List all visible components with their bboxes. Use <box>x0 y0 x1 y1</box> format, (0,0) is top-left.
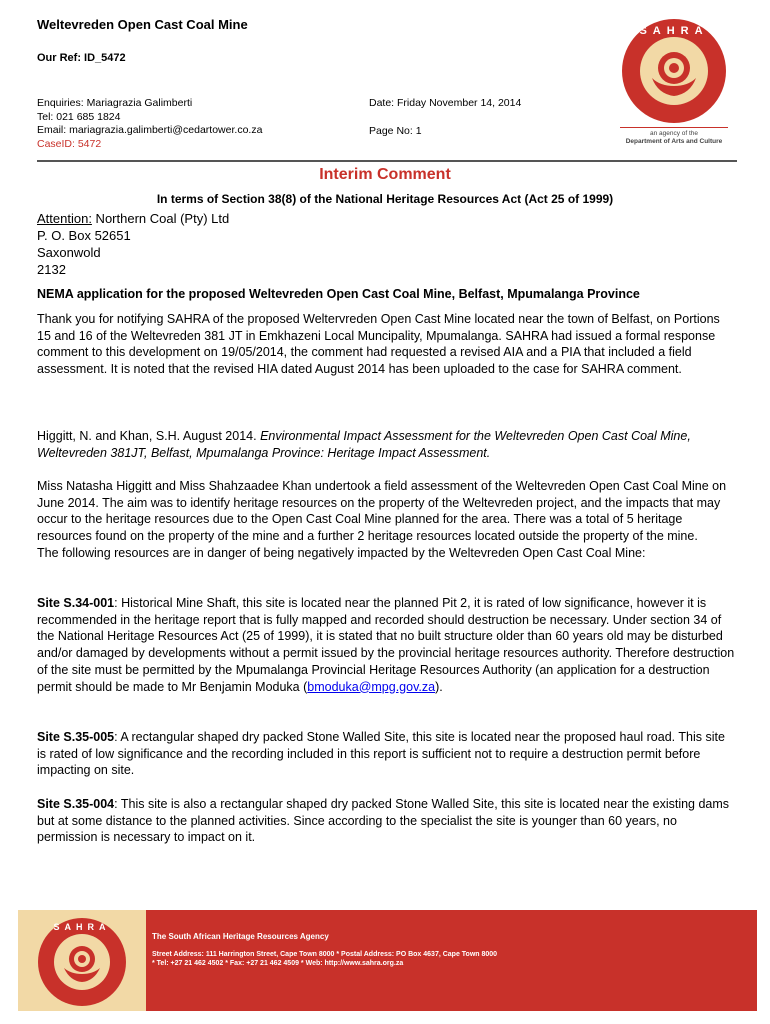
assessment-text: Miss Natasha Higgitt and Miss Shahzaadee Khan undertook a field assessment of the Weltevreden Open Cast Coal Mine on June 2014. The aim was to identify heritage resources on the property of the Weltevreden project, and the impacts that may occur to the heritage resources due to the Open Cast Coal Mine planned for the area. There was a total of 5 heritage resources found on the property of the mine and a further 2 heritage resources located outside the property of the mine. <box>37 479 727 544</box>
logo-ring-text: SAHRA <box>639 25 709 37</box>
sahra-logo <box>614 16 734 136</box>
footer-address <box>152 950 497 968</box>
case-id: CaseID: 5472 <box>37 137 102 150</box>
site-s35-004-label: Site S.35-004 <box>37 797 115 811</box>
reference-title: Environmental Impact Assessment for the Weltevreden Open Cast Coal Mine, Weltevreden 381JT, Belfast, Mpumalanga Province: Heritage Impact Assessment. <box>37 429 691 460</box>
footer-banner <box>18 910 757 1011</box>
footer-address-line-1: Street Address: 111 Harrington Street, Cape Town 8000 * Postal Address: PO Box 4637, Cape Town 8000 <box>152 951 498 958</box>
document-date: Date: Friday November 14, 2014 <box>369 97 522 109</box>
agency-caption <box>620 127 728 146</box>
page-number: Page No: 1 <box>369 125 422 137</box>
attention-value: Northern Coal (Pty) Ltd <box>91 211 230 226</box>
attention-label: Attention: <box>37 211 92 226</box>
site-s35-005-paragraph <box>37 729 737 779</box>
address-line-3: Saxonwold <box>37 245 101 260</box>
attention-line <box>37 210 229 227</box>
site-s34-001-label: Site S.34-001 <box>37 596 115 610</box>
intro-paragraph: Thank you for notifying SAHRA of the proposed Weltervreden Open Cast Mine located near the town of Belfast, on Portions 15 and 16 of the Weltevreden 381 JT in Emkhazeni Local Muncipality, Mpumalanga. SAHRA had issued a formal response comment to this development on 19/05/2014, the comment had requested a revised AIA and a PIA that included a field assessment. It is noted that the revised HIA dated August 2014 has been uploaded to the case for SAHRA comment. <box>37 312 720 377</box>
reference-authors: Higgitt, N. and Khan, S.H. August 2014. <box>37 429 261 443</box>
assessment-paragraph <box>37 478 737 562</box>
moduka-email-link[interactable]: bmoduka@mpg.gov.za <box>307 679 436 694</box>
agency-divider <box>620 127 728 128</box>
enquiries-email: Email: mariagrazia.galimberti@cedartower.co.za <box>37 124 263 136</box>
our-ref: Our Ref: ID_5472 <box>37 52 126 64</box>
footer-sahra-logo <box>18 910 146 1011</box>
footer-logo-ring-text: SAHRA <box>53 922 111 932</box>
site-s35-004-paragraph <box>37 796 737 846</box>
site-s35-005-label: Site S.35-005 <box>37 730 115 744</box>
site-s34-001-text: : Historical Mine Shaft, this site is located near the planned Pit 2, it is rated of low significance, however it is recommended in the heritage report that is fully mapped and recorded should destruction be necessary. Under section 34 of the National Heritage Resources Act (25 of 1999), it is stated that no built structure older than 60 years old may be disturbed and/or damaged by developments without a permit issued by the provincial heritage resources authority. Therefore destruction of the site must be permitted by the Mpumalanga Provincial Heritage Resources Authority (an application for a destruction permit should be made to Mr Benjamin Moduka ( <box>37 596 735 694</box>
site-s34-001-end: ). <box>435 679 443 694</box>
header-divider <box>37 160 737 162</box>
footer-address-line-2: * Tel: +27 21 462 4502 * Fax: +27 21 462 4509 * Web: http://www.sahra.org.za <box>152 960 404 967</box>
interim-heading: Interim Comment <box>319 166 451 183</box>
footer-logo-panel <box>18 910 146 1011</box>
agency-line-2: Department of Arts and Culture <box>625 138 723 145</box>
enquiries-name: Enquiries: Mariagrazia Galimberti <box>37 97 193 109</box>
agency-line-1: an agency of the <box>649 130 699 137</box>
nema-heading: NEMA application for the proposed Weltevreden Open Cast Coal Mine, Belfast, Mpumalanga Province <box>37 287 640 301</box>
footer-title: The South African Heritage Resources Agency <box>152 932 329 941</box>
address-line-4: 2132 <box>37 262 66 277</box>
enquiries-tel: Tel: 021 685 1824 <box>37 110 121 123</box>
terms-heading: In terms of Section 38(8) of the National Heritage Resources Act (Act 25 of 1999) <box>156 192 614 206</box>
site-s35-004-text: : This site is also a rectangular shaped dry packed Stone Walled Site, this site is located near the existing dams but at some distance to the planned activities. Since according to the specialist the site is younger than 60 years, no permission is necessary to impact on it. <box>37 797 730 845</box>
address-line-2: P. O. Box 52651 <box>37 228 131 243</box>
resources-intro: The following resources are in danger of being negatively impacted by the Weltevreden Open Cast Coal Mine: <box>37 545 646 560</box>
site-s35-005-text: : A rectangular shaped dry packed Stone Walled Site, this site is located near the proposed haul road. This site is rated of low significance and the recording included in this report is sufficient not to require a destruction permit before impacting on site. <box>37 730 725 778</box>
reference-paragraph <box>37 428 737 461</box>
document-title: Weltevreden Open Cast Coal Mine <box>37 17 248 32</box>
enquiries-block <box>37 97 262 151</box>
address-block <box>37 210 229 278</box>
site-s34-001-paragraph <box>37 595 737 695</box>
